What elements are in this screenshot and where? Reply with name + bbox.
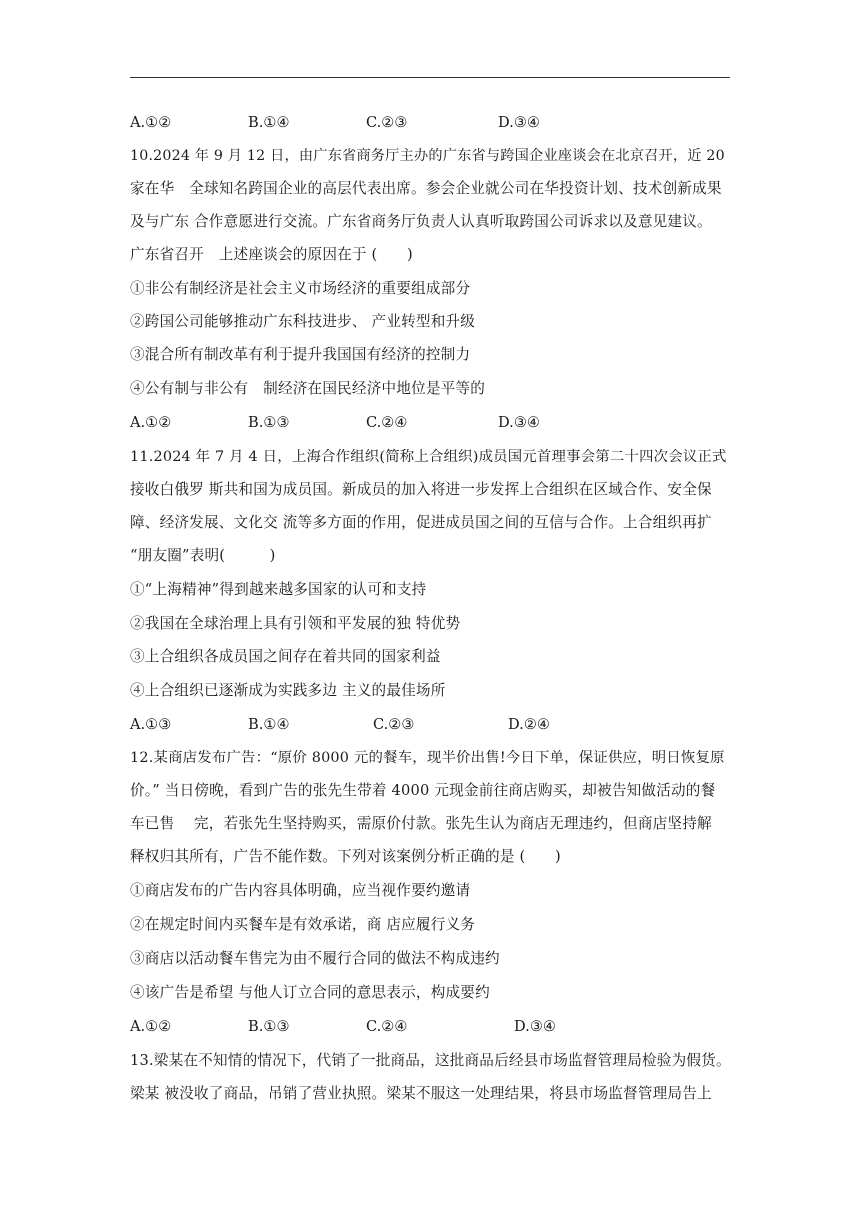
q9-option-b[interactable]: B.①④ bbox=[248, 114, 290, 131]
q12-stem-line: 车已售 完，若张先生坚持购买，需原价付款。张先生认为商店无理违约，但商店坚持解 bbox=[130, 815, 712, 832]
q11-item: ④上合组织已逐渐成为实践多边 主义的最佳场所 bbox=[130, 682, 446, 699]
q10-stem-line: 及与广东 合作意愿进行交流。广东省商务厅负责人认真听取跨国公司诉求以及意见建议。 bbox=[130, 213, 712, 230]
q11-item: ②我国在全球治理上具有引领和平发展的独 特优势 bbox=[130, 615, 461, 632]
q11-option-b[interactable]: B.①④ bbox=[248, 716, 290, 733]
q11-option-d[interactable]: D.②④ bbox=[508, 716, 550, 733]
q11-options bbox=[130, 716, 730, 734]
q10-item: ④公有制与非公有 制经济在国民经济中地位是平等的 bbox=[130, 380, 486, 397]
q10-option-b[interactable]: B.①③ bbox=[248, 414, 290, 431]
q11-item: ①“上海精神”得到越来越多国家的认可和支持 bbox=[130, 581, 427, 598]
q12-item: ③商店以活动餐车售完为由不履行合同的做法不构成违约 bbox=[130, 950, 500, 967]
q12-option-d[interactable]: D.③④ bbox=[514, 1018, 556, 1035]
q13-stem-line: 13.梁某在不知情的情况下，代销了一批商品，这批商品后经县市场监督管理局检验为假货。 bbox=[130, 1052, 731, 1069]
q9-option-d[interactable]: D.③④ bbox=[498, 114, 540, 131]
q12-options bbox=[130, 1018, 730, 1036]
q12-option-c[interactable]: C.②④ bbox=[366, 1018, 408, 1035]
q13-stem-line: 梁某 被没收了商品，吊销了营业执照。梁某不服这一处理结果，将县市场监督管理局告上 bbox=[130, 1085, 712, 1102]
q10-stem-line: 广东省召开 上述座谈会的原因在于 ( ) bbox=[130, 246, 413, 263]
q9-option-c[interactable]: C.②③ bbox=[366, 114, 408, 131]
q9-option-a[interactable]: A.①② bbox=[130, 114, 172, 131]
q11-stem-line: 障、经济发展、文化交 流等多方面的作用，促进成员国之间的互信与合作。上合组织再扩 bbox=[130, 514, 712, 531]
q11-option-a[interactable]: A.①③ bbox=[130, 716, 172, 733]
q10-option-d[interactable]: D.③④ bbox=[498, 414, 540, 431]
q12-option-a[interactable]: A.①② bbox=[130, 1018, 172, 1035]
q10-item: ②跨国公司能够推动广东科技进步、 产业转型和升级 bbox=[130, 313, 476, 330]
q11-stem-line: “朋友圈”表明( ) bbox=[130, 547, 276, 564]
q12-stem-line: 价。” 当日傍晚，看到广告的张先生带着 4000 元现金前往商店购买，却被告知做活动的餐 bbox=[130, 782, 716, 799]
q12-stem-line: 12.某商店发布广告：“原价 8000 元的餐车，现半价出售!今日下单，保证供应，明日恢复原 bbox=[130, 750, 725, 766]
q12-option-b[interactable]: B.①③ bbox=[248, 1018, 290, 1035]
q10-option-c[interactable]: C.②④ bbox=[366, 414, 408, 431]
q11-stem-line: 11.2024 年 7 月 4 日，上海合作组织(简称上合组织)成员国元首理事会第二十四次会议正式 bbox=[130, 449, 727, 465]
q10-item: ③混合所有制改革有利于提升我国国有经济的控制力 bbox=[130, 346, 471, 363]
q10-stem-line: 家在华 全球知名跨国企业的高层代表出席。参会企业就公司在华投资计划、技术创新成果 bbox=[130, 180, 722, 197]
q10-options bbox=[130, 414, 730, 432]
q12-item: ①商店发布的广告内容具体明确，应当视作要约邀请 bbox=[130, 882, 471, 899]
q12-item: ④该广告是希望 与他人订立合同的意思表示，构成要约 bbox=[130, 984, 490, 1001]
q9-options bbox=[130, 114, 730, 132]
q10-item: ①非公有制经济是社会主义市场经济的重要组成部分 bbox=[130, 280, 471, 297]
q10-stem-line: 10.2024 年 9 月 12 日，由广东省商务厅主办的广东省与跨国企业座谈会在北京召开，近 20 bbox=[130, 148, 725, 164]
q11-stem-line: 接收白俄罗 斯共和国为成员国。新成员的加入将进一步发挥上合组织在区域合作、安全保 bbox=[130, 481, 712, 498]
q12-item: ②在规定时间内买餐车是有效承诺，商 店应履行义务 bbox=[130, 916, 476, 933]
q11-item: ③上合组织各成员国之间存在着共同的国家利益 bbox=[130, 648, 441, 665]
q12-stem-line: 释权归其所有，广告不能作数。下列对该案例分析正确的是 ( ) bbox=[130, 848, 561, 865]
q11-option-c[interactable]: C.②③ bbox=[373, 716, 415, 733]
q10-option-a[interactable]: A.①② bbox=[130, 414, 172, 431]
header-rule bbox=[130, 77, 730, 78]
